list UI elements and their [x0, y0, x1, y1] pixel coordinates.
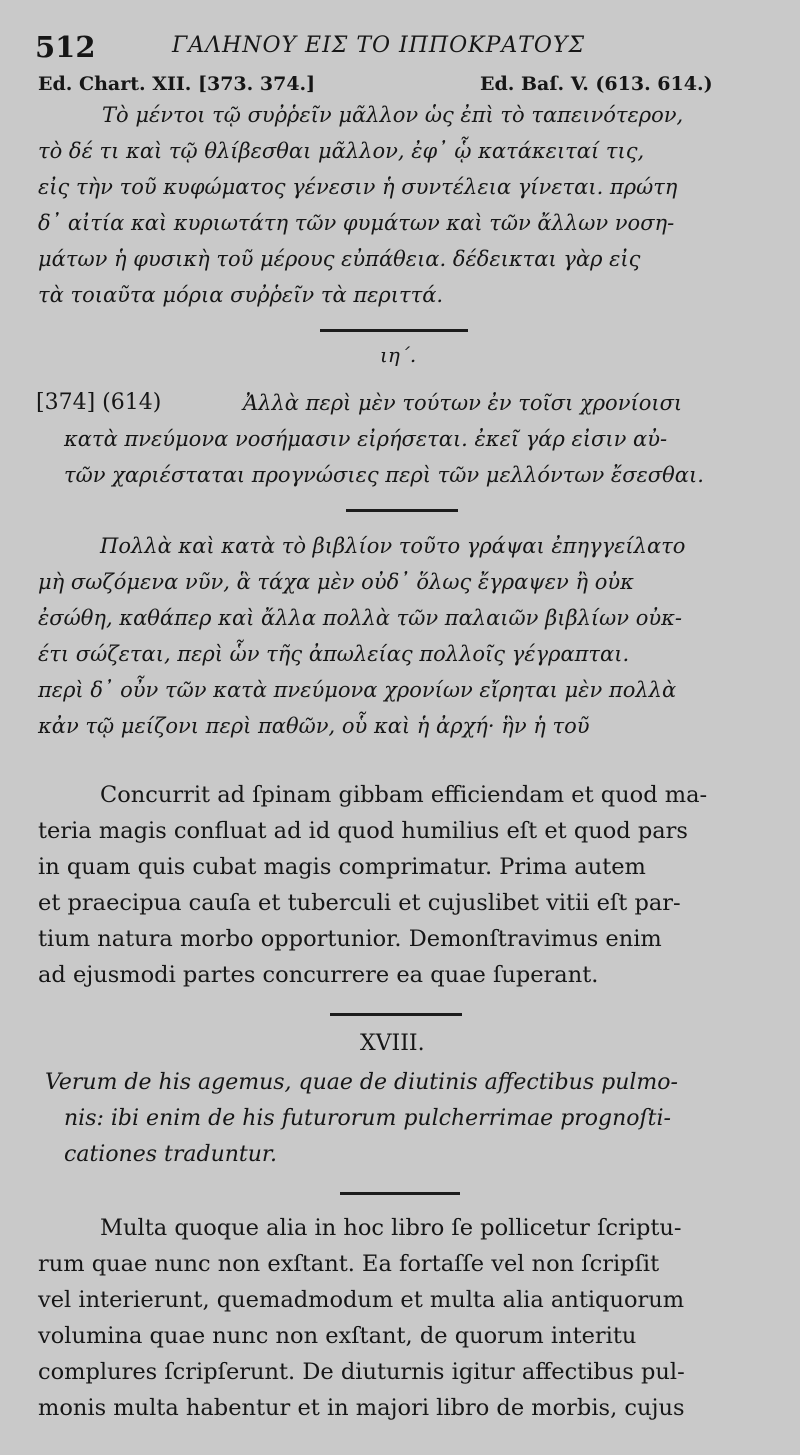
- text-line: ἐσώθη, καθάπερ καὶ ἄλλα πολλὰ τῶν παλαιῶν βιβλίων οὐκ-: [38, 606, 682, 630]
- text-line: τῶν χαριέσταται προγνώσιες περὶ τῶν μελλόντων ἔσεσθαι.: [64, 463, 704, 487]
- text-line: μὴ σωζόμενα νῦν, ἃ τάχα μὲν οὐδ᾽ ὅλως ἔγραψεν ἢ οὐκ: [38, 570, 634, 594]
- text-line: teria magis confluat ad id quod humilius eſt et quod pars: [38, 818, 688, 844]
- section-divider: [346, 509, 458, 512]
- text-line: Τὸ μέντοι τῷ συῤῥεῖν μᾶλλον ὡς ἐπὶ τὸ ταπεινότερον,: [102, 103, 684, 127]
- latin-section-number: XVIII.: [360, 1031, 425, 1056]
- running-title: ΓΑΛΗΝΟΥ ΕΙΣ ΤΟ ΙΠΠΟΚΡΑΤΟΥΣ: [172, 33, 586, 58]
- text-line: τὰ τοιαῦτα μόρια συῤῥεῖν τὰ περιττά.: [38, 283, 444, 307]
- text-line: Πολλὰ καὶ κατὰ τὸ βιβλίον τοῦτο γράψαι ἐπηγγείλατο: [100, 534, 686, 558]
- text-line: nis: ibi enim de his futurorum pulcherrimae prognoſti-: [64, 1106, 671, 1131]
- text-line: in quam quis cubat magis comprimatur. Prima autem: [38, 854, 646, 880]
- section-divider: [340, 1192, 460, 1195]
- text-line: cationes traduntur.: [64, 1142, 278, 1167]
- text-line: Multa quoque alia in hoc libro ſe pollicetur ſcriptu-: [100, 1215, 682, 1241]
- page-references: [374] (614): [36, 390, 162, 415]
- text-line: tium natura morbo opportunior. Demonſtravimus enim: [38, 926, 662, 952]
- text-line: εἰς τὴν τοῦ κυφώματος γένεσιν ἡ συντέλεια γίνεται. πρώτη: [38, 175, 678, 199]
- edition-reference-left: Ed. Chart. XII. [373. 374.]: [38, 73, 316, 95]
- page-number: 512: [35, 30, 96, 64]
- text-line: vel interierunt, quemadmodum et multa alia antiquorum: [38, 1287, 685, 1313]
- text-line: μάτων ἡ φυσικὴ τοῦ μέρους εὐπάθεια. δέδεικται γὰρ εἰς: [38, 247, 641, 271]
- text-line: περὶ δ᾽ οὖν τῶν κατὰ πνεύμονα χρονίων εἴρηται μὲν πολλὰ: [38, 678, 677, 702]
- text-line: δ᾽ αἰτία καὶ κυριωτάτη τῶν φυμάτων καὶ τῶν ἄλλων νοση-: [38, 211, 675, 235]
- section-divider: [330, 1013, 462, 1016]
- section-divider: [320, 329, 468, 332]
- text-line: κατὰ πνεύμονα νοσήμασιν εἰρήσεται. ἐκεῖ γάρ εἰσιν αὐ-: [64, 427, 668, 451]
- text-line: Ἀλλὰ περὶ μὲν τούτων ἐν τοῖσι χρονίοισι: [243, 391, 683, 415]
- text-line: ad ejusmodi partes concurrere ea quae ſuperant.: [38, 962, 599, 988]
- text-line: monis multa habentur et in majori libro de morbis, cujus: [38, 1395, 685, 1421]
- text-line: Verum de his agemus, quae de diutinis affectibus pulmo-: [45, 1070, 678, 1095]
- text-line: έτι σώζεται, περὶ ὧν τῆς ἀπωλείας πολλοῖς γέγραπται.: [38, 642, 630, 666]
- greek-section-number: ιη΄.: [380, 343, 417, 367]
- edition-reference-right: Ed. Baſ. V. (613. 614.): [480, 73, 713, 95]
- text-line: volumina quae nunc non exſtant, de quorum interitu: [38, 1323, 637, 1349]
- text-line: et praecipua cauſa et tuberculi et cujuslibet vitii eſt par-: [38, 890, 681, 916]
- text-line: rum quae nunc non exſtant. Ea fortaſſe vel non ſcripſit: [38, 1251, 660, 1277]
- text-line: κἀν τῷ μείζονι περὶ παθῶν, οὗ καὶ ἡ ἀρχή· ἣν ἡ τοῦ: [38, 714, 590, 738]
- text-line: complures ſcripſerunt. De diuturnis igitur affectibus pul-: [38, 1359, 685, 1385]
- text-line: τὸ δέ τι καὶ τῷ θλίβεσθαι μᾶλλον, ἐφ᾽ ᾧ κατάκειταί τις,: [38, 139, 645, 163]
- text-line: Concurrit ad ſpinam gibbam efficiendam et quod ma-: [100, 782, 708, 808]
